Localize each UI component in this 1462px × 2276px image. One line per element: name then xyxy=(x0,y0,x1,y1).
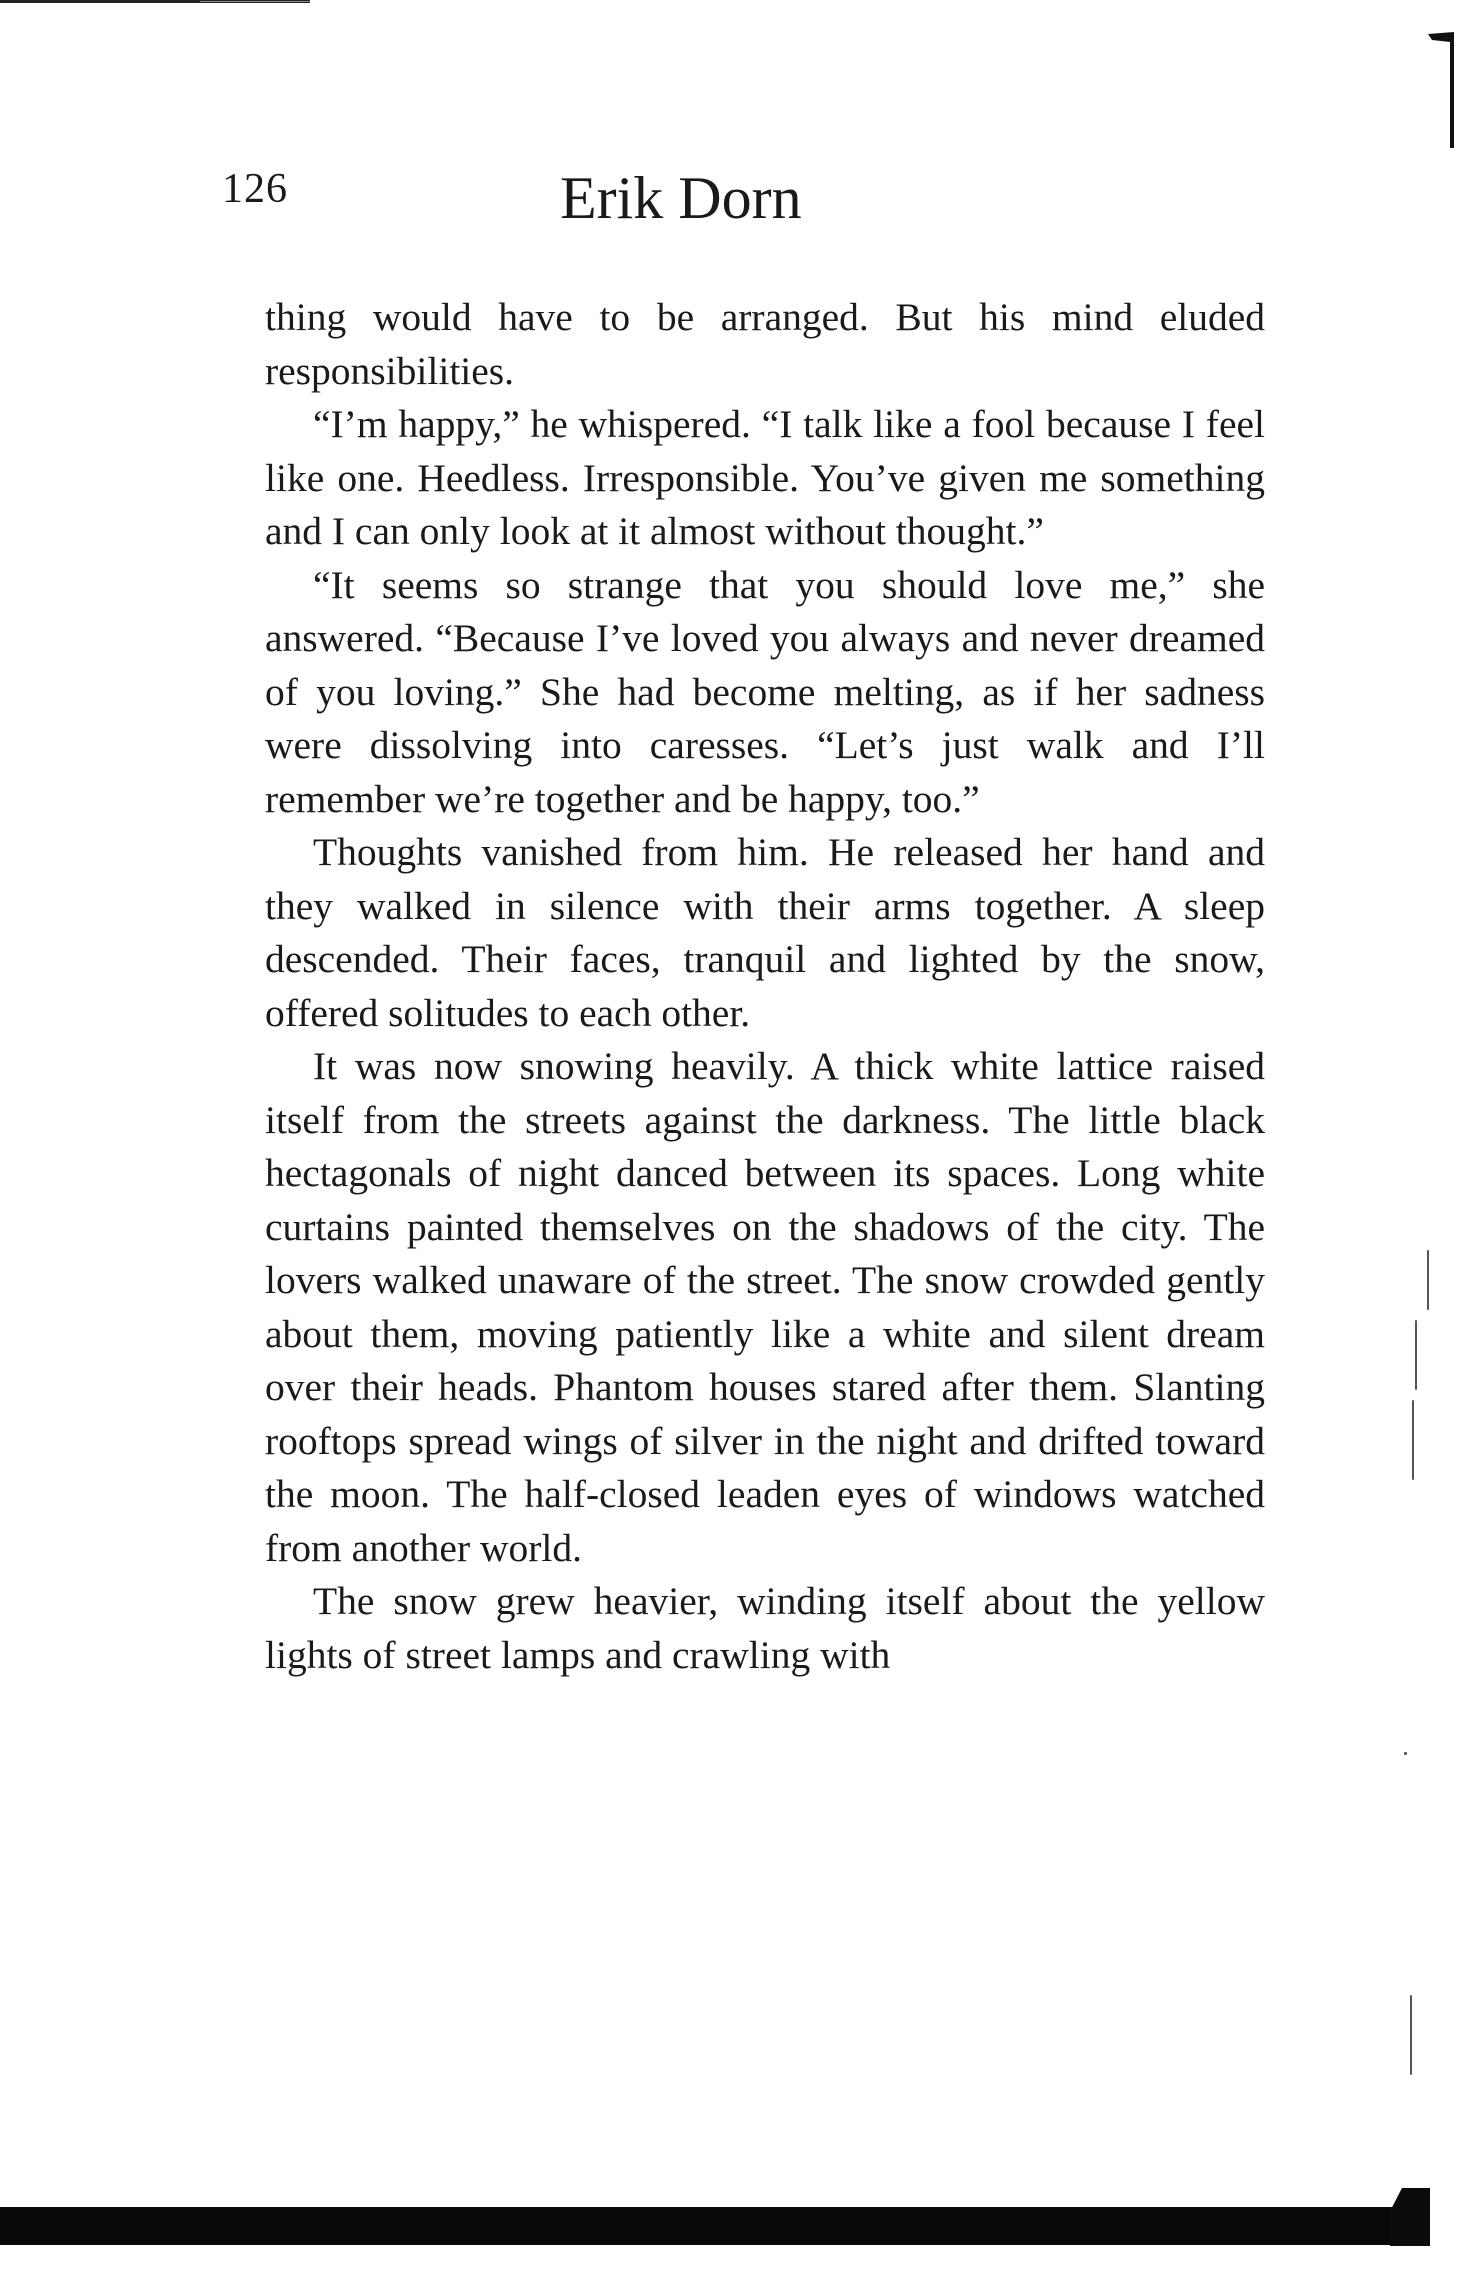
paragraph-continuation: thing would have to be arranged. But his mind eluded responsibilities. xyxy=(265,295,1265,393)
scan-speck xyxy=(1412,1400,1414,1480)
paragraph: The snow grew heavier, winding itself about the yellow lights of street lamps and crawling with xyxy=(265,1579,1265,1677)
page-number: 126 xyxy=(222,166,288,212)
scan-speck xyxy=(1415,1320,1417,1390)
scan-speck xyxy=(1404,1752,1407,1755)
bottom-scan-band xyxy=(0,2207,1418,2245)
running-title: Erik Dorn xyxy=(560,165,802,231)
bottom-scan-band-end xyxy=(1390,2188,1430,2246)
body-text xyxy=(265,291,1265,1682)
paragraph: Thoughts vanished from him. He released her hand and they walked in silence with their arms together. A sleep descended. Their faces, tranquil and lighted by the snow, offered solitudes to each other. xyxy=(265,830,1265,1035)
scan-speck xyxy=(1427,1250,1429,1310)
paragraph: “It seems so strange that you should love me,” she answered. “Because I’ve loved you always and never dreamed of you loving.” She had become melting, as if her sadness were dissolving into caresses. “Let’s just walk and I’ll remember we’re together and be happy, too.” xyxy=(265,562,1265,821)
paragraph: “I’m happy,” he whispered. “I talk like a fool because I feel like one. Heedless. Irresponsible. You’ve given me something and I can only look at it almost without thought.” xyxy=(265,402,1265,553)
paragraph: It was now snowing heavily. A thick white lattice raised itself from the streets against the darkness. The little black hectagonals of night danced between its spaces. Long white curtains painted themselves on the shadows of the city. The lovers walked unaware of the street. The snow crowded gently about them, moving patiently like a white and silent dream over their heads. Phantom houses stared after them. Slanting rooftops spread wings of silver in the night and drifted toward the moon. The half-closed leaden eyes of windows watched from another world. xyxy=(265,1044,1265,1570)
top-scan-rule-tail xyxy=(200,1,310,2)
page-corner-mark xyxy=(1428,30,1456,148)
scan-speck xyxy=(1410,1995,1412,2075)
